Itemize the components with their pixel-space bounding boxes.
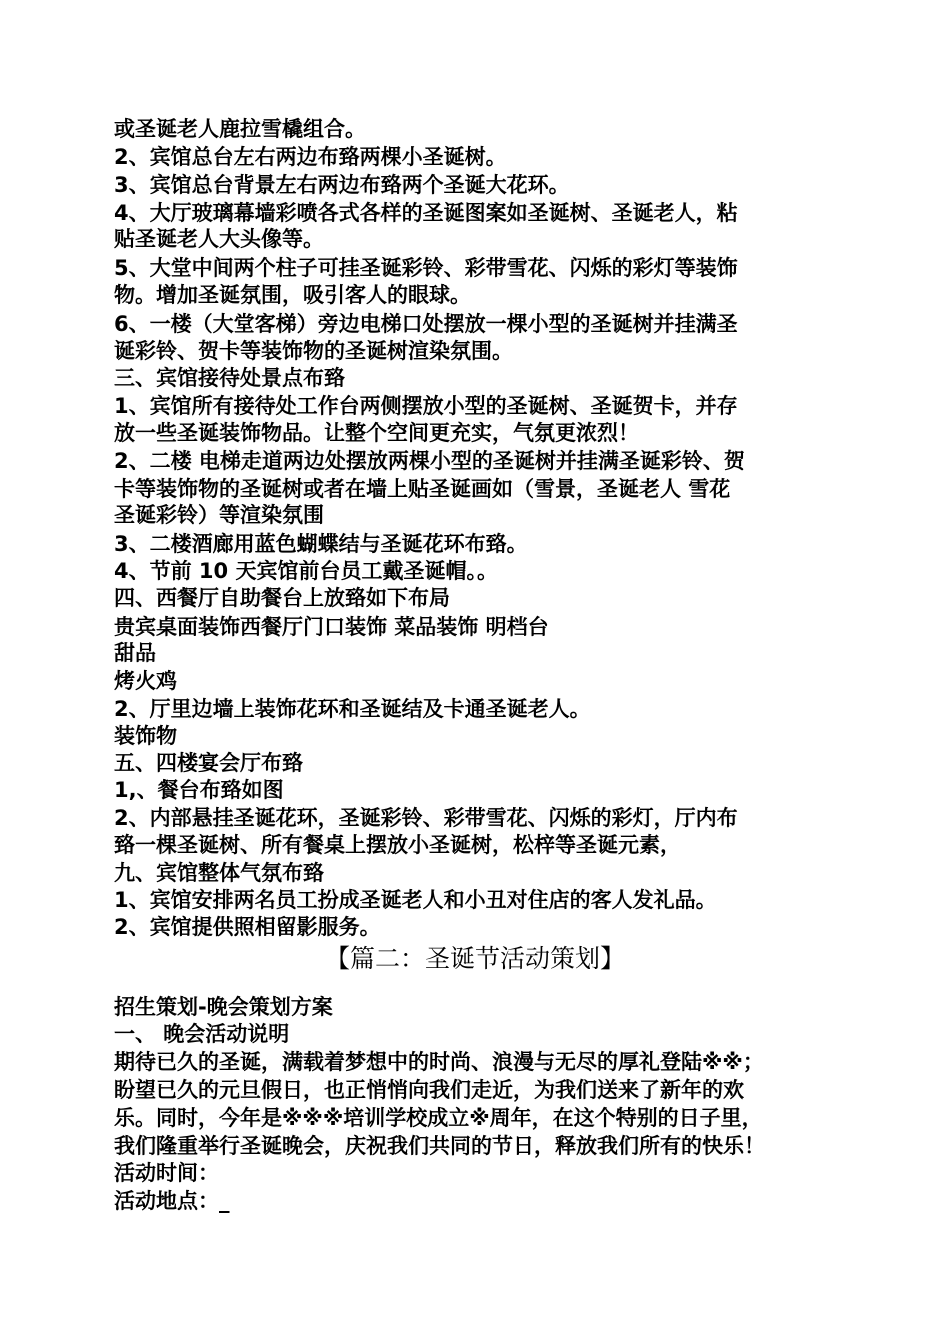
activity-time-label: 活动时间： bbox=[114, 1161, 219, 1185]
text-line: 甜品 bbox=[114, 641, 156, 665]
text-line: 贴圣诞老人大头像等。 bbox=[114, 227, 324, 251]
text-line: 乐。同时，今年是※※※培训学校成立※周年，在这个特别的日子里， bbox=[114, 1106, 763, 1130]
text-line: 1、宾馆安排两名员工扮成圣诞老人和小丑对住店的客人发礼品。 bbox=[114, 888, 717, 912]
text-line: 1,、餐台布臵如图 bbox=[114, 778, 284, 802]
text-line: 卡等装饰物的圣诞树或者在墙上贴圣诞画如（雪景，圣诞老人 雪花 bbox=[114, 477, 731, 501]
section-title: 四、西餐厅自助餐台上放臵如下布局 bbox=[114, 586, 450, 610]
text-line: 或圣诞老人鹿拉雪橇组合。 bbox=[114, 117, 366, 141]
text-line: 5、大堂中间两个柱子可挂圣诞彩铃、彩带雪花、闪烁的彩灯等装饰 bbox=[114, 256, 738, 280]
section-heading: 【篇二：圣诞节活动策划】 bbox=[324, 944, 625, 973]
text-line: 诞彩铃、贺卡等装饰物的圣诞树渲染氛围。 bbox=[114, 339, 513, 363]
text-line: 4、节前 10 天宾馆前台员工戴圣诞帽。。 bbox=[114, 559, 498, 583]
text-line: 物。增加圣诞氛围，吸引客人的眼球。 bbox=[114, 283, 471, 307]
text-line: 贵宾桌面装饰西餐厅门口装饰 菜品装饰 明档台 bbox=[114, 615, 549, 639]
text-line: 2、二楼 电梯走道两边处摆放两棵小型的圣诞树并挂满圣诞彩铃、贺 bbox=[114, 449, 745, 473]
text-line: 6、一楼（大堂客梯）旁边电梯口处摆放一棵小型的圣诞树并挂满圣 bbox=[114, 312, 738, 336]
section-title: 三、宾馆接待处景点布臵 bbox=[114, 366, 345, 390]
activity-location-label: 活动地点：_ bbox=[114, 1189, 230, 1213]
text-line: 臵一棵圣诞树、所有餐桌上摆放小圣诞树，松梓等圣诞元素， bbox=[114, 833, 681, 857]
text-line: 3、二楼酒廊用蓝色蝴蝶结与圣诞花环布臵。 bbox=[114, 532, 528, 556]
section-title: 一、 晚会活动说明 bbox=[114, 1022, 290, 1046]
text-line: 放一些圣诞装饰物品。让整个空间更充实，气氛更浓烈！ bbox=[114, 421, 639, 445]
text-line: 2、内部悬挂圣诞花环，圣诞彩铃、彩带雪花、闪烁的彩灯，厅内布 bbox=[114, 806, 738, 830]
text-line: 期待已久的圣诞，满载着梦想中的时尚、浪漫与无尽的厚礼登陆※※； bbox=[114, 1050, 764, 1074]
text-line: 2、宾馆总台左右两边布臵两棵小圣诞树。 bbox=[114, 145, 507, 169]
section-title: 五、四楼宴会厅布臵 bbox=[114, 751, 303, 775]
text-line: 圣诞彩铃）等渲染氛围 bbox=[114, 503, 324, 527]
text-line: 2、厅里边墙上装饰花环和圣诞结及卡通圣诞老人。 bbox=[114, 697, 591, 721]
section-title: 九、宾馆整体气氛布臵 bbox=[114, 861, 324, 885]
text-line: 盼望已久的元旦假日，也正悄悄向我们走近，为我们送来了新年的欢 bbox=[114, 1078, 744, 1102]
text-line: 装饰物 bbox=[114, 724, 177, 748]
text-line: 4、大厅玻璃幕墙彩喷各式各样的圣诞图案如圣诞树、圣诞老人，粘 bbox=[114, 201, 738, 225]
text-line: 3、宾馆总台背景左右两边布臵两个圣诞大花环。 bbox=[114, 173, 570, 197]
text-line: 烤火鸡 bbox=[114, 669, 177, 693]
text-line: 2、宾馆提供照相留影服务。 bbox=[114, 915, 381, 939]
text-line: 1、宾馆所有接待处工作台两侧摆放小型的圣诞树、圣诞贺卡，并存 bbox=[114, 394, 738, 418]
text-line: 我们隆重举行圣诞晚会，庆祝我们共同的节日，释放我们所有的快乐！ bbox=[114, 1134, 765, 1158]
subsection-title: 招生策划-晚会策划方案 bbox=[114, 995, 333, 1019]
